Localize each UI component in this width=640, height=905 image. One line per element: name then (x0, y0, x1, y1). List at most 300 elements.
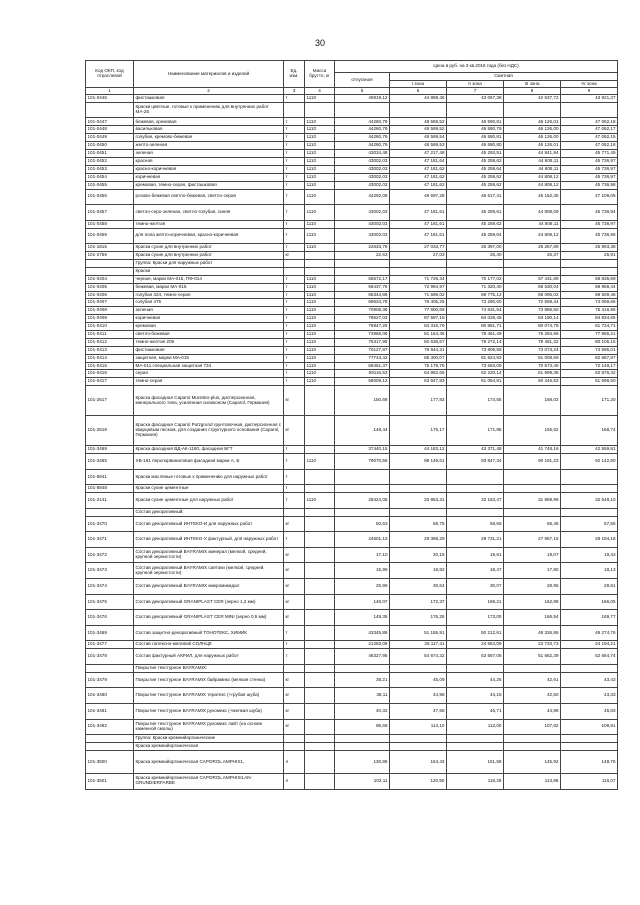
row-mass (305, 743, 335, 751)
row-mass: 1110 (305, 338, 335, 346)
row-price-zone-3: 83 190,14 (504, 315, 561, 323)
table-row (86, 189, 618, 205)
col-name-header: Наименование материалов и изделий (134, 61, 284, 88)
row-mass (305, 610, 335, 626)
row-name: кремовая, темно-серая, фисташковая (134, 181, 284, 189)
row-price-zone-2: 45 259,64 (447, 228, 504, 244)
row-price-zone-4 (561, 743, 618, 751)
row-name: Покрытие текстурное BAYRAMIX рухомикс (+мелкая шуба) (134, 703, 284, 719)
row-price-zone-2: 45 259,62 (447, 157, 504, 165)
row-name: Краска кремнийорганическая (134, 743, 284, 751)
row-unit (284, 259, 305, 267)
row-price-zone-4: 25,91 (561, 252, 618, 260)
row-price-release: 44260,79 (335, 126, 390, 134)
row-price-zone-1: 81 154,46 (390, 330, 447, 338)
row-mass: 1110 (305, 173, 335, 181)
row-price-release: 150,69 (335, 386, 390, 416)
row-name: Краски сухие для внутренних работ (134, 244, 284, 252)
row-name: Состав декоративный ИНТЕКО-И для наружных работ (134, 516, 284, 532)
table-row (86, 346, 618, 354)
row-mass (305, 625, 335, 641)
row-price-zone-3: 168,02 (504, 386, 561, 416)
column-index: 5 (335, 88, 390, 95)
row-price-zone-1: 77 600,68 (390, 307, 447, 315)
row-price-zone-1: 71 696,02 (390, 291, 447, 299)
row-mass (305, 267, 335, 275)
row-unit (284, 508, 305, 516)
row-mass (305, 416, 335, 446)
row-mass (305, 649, 335, 665)
row-price-zone-1: 44,98 (390, 688, 447, 704)
table-row (86, 750, 618, 773)
row-unit: т (284, 485, 305, 493)
row-name: коричневая (134, 173, 284, 181)
row-price-zone-1: 48 569,52 (390, 118, 447, 126)
row-price-zone-4: 45 736,97 (561, 157, 618, 165)
row-price-release: 43002,03 (335, 157, 390, 165)
row-price-zone-3: 145,92 (504, 750, 561, 773)
row-price-zone-2: 50 212,61 (447, 625, 504, 641)
row-unit (284, 102, 305, 118)
row-name: голубая 475 (134, 299, 284, 307)
row-price-zone-3: 31 869,96 (504, 493, 561, 509)
row-unit: т (284, 228, 305, 244)
row-code: 101-3472 (86, 547, 134, 563)
row-unit: т (284, 493, 305, 509)
row-price-zone-4 (561, 664, 618, 672)
row-unit: т (284, 338, 305, 346)
row-price-zone-2: 43 067,38 (447, 95, 504, 103)
row-price-zone-3: 17,80 (504, 563, 561, 579)
row-mass: 1110 (305, 330, 335, 338)
table-row (86, 516, 618, 532)
row-code: 101-3479 (86, 672, 134, 688)
row-mass (305, 508, 335, 516)
row-price-release: 59116,53 (335, 370, 390, 378)
row-code: 101-3465 (86, 454, 134, 470)
table-row (86, 508, 618, 516)
row-mass (305, 750, 335, 773)
row-price-zone-3: 46 126,01 (504, 142, 561, 150)
table-row (86, 485, 618, 493)
row-price-zone-1: 48 597,28 (390, 189, 447, 205)
row-price-zone-1: 76 944,31 (390, 346, 447, 354)
row-name: коричневая (134, 315, 284, 323)
row-price-zone-2: 118,28 (447, 773, 504, 789)
row-mass: 1110 (305, 362, 335, 370)
row-name: Краски сухие цементные для наружных работ (134, 493, 284, 509)
row-price-zone-2: 45 259,62 (447, 220, 504, 228)
row-code: 101-0455 (86, 181, 134, 189)
row-mass: 1110 (305, 346, 335, 354)
row-name: кремовая (134, 323, 284, 331)
row-unit: т (284, 173, 305, 181)
row-unit: т (284, 323, 305, 331)
row-price-zone-3 (504, 267, 561, 275)
row-unit: кг (284, 594, 305, 610)
row-price-zone-3 (504, 102, 561, 118)
table-row (86, 386, 618, 416)
row-price-zone-3 (504, 508, 561, 516)
row-price-zone-2: 93 847,34 (447, 454, 504, 470)
row-mass: 1110 (305, 283, 335, 291)
row-unit: т (284, 142, 305, 150)
row-price-zone-4: 43 921,37 (561, 95, 618, 103)
row-price-release: 44260,79 (335, 134, 390, 142)
row-price-release: 44260,79 (335, 142, 390, 150)
row-price-zone-1 (390, 259, 447, 267)
row-unit: л (284, 773, 305, 789)
row-unit: т (284, 362, 305, 370)
column-index-row (86, 88, 618, 95)
row-name: светло-серо-зеленая, светло-голубая, синяя (134, 205, 284, 221)
row-name: защитная, марки МА-015 (134, 354, 284, 362)
row-price-zone-3 (504, 735, 561, 743)
row-name: Краски сухие для внутренних работ (134, 252, 284, 260)
row-price-zone-1: 87 597,18 (390, 315, 447, 323)
table-row (86, 102, 618, 118)
row-price-release: 75317,95 (335, 338, 390, 346)
row-price-zone-2 (447, 259, 504, 267)
row-price-zone-4: 69 509,46 (561, 291, 618, 299)
row-price-zone-3: 28,95 (504, 579, 561, 595)
row-price-zone-4: 77 865,21 (561, 330, 618, 338)
table-row (86, 547, 618, 563)
row-mass: 1110 (305, 307, 335, 315)
row-name: Краски (134, 267, 284, 275)
row-name: Краски цветные, готовые к применению для внутренних работ МА-25 (134, 102, 284, 118)
table-row (86, 181, 618, 189)
row-price-release: 22,63 (335, 252, 390, 260)
row-code: 101-3469 (86, 625, 134, 641)
row-unit: т (284, 275, 305, 283)
row-price-zone-1 (390, 743, 447, 751)
row-price-zone-4: 69 958,44 (561, 283, 618, 291)
row-code: 101-3474 (86, 579, 134, 595)
row-price-zone-3: 44 808,11 (504, 220, 561, 228)
row-price-zone-3: 46 126,00 (504, 126, 561, 134)
row-price-release (335, 259, 390, 267)
table-row (86, 625, 618, 641)
row-price-zone-1: 63 647,83 (390, 378, 447, 386)
row-price-zone-2: 84 028,45 (447, 315, 504, 323)
row-price-release: 69634,78 (335, 299, 390, 307)
row-price-release: 146,07 (335, 594, 390, 610)
row-mass (305, 563, 335, 579)
row-price-zone-4: 75 416,95 (561, 307, 618, 315)
row-unit: т (284, 220, 305, 228)
row-price-zone-2: 81 824,93 (447, 354, 504, 362)
row-price-zone-2: 73 583,09 (447, 362, 504, 370)
row-price-zone-4: 49 274,76 (561, 625, 618, 641)
row-code: 101-0411 (86, 330, 134, 338)
row-price-zone-2: 46 590,81 (447, 134, 504, 142)
row-unit: т (284, 446, 305, 454)
row-price-zone-3: 44 808,12 (504, 228, 561, 244)
row-price-zone-1: 48 569,52 (390, 126, 447, 134)
row-price-release: 43002,03 (335, 205, 390, 221)
table-row (86, 370, 618, 378)
row-price-zone-4: 32 548,10 (561, 493, 618, 509)
row-code: 101-0459 (86, 228, 134, 244)
row-name: Состав декоративный BAYRAMIX саятоки (мелкой, средней, крупной зернистости) (134, 563, 284, 579)
row-price-zone-2: 73 809,58 (447, 346, 504, 354)
row-price-zone-1 (390, 664, 447, 672)
row-unit: л (284, 750, 305, 773)
row-mass: 1110 (305, 454, 335, 470)
table-row (86, 735, 618, 743)
row-unit: кг (284, 516, 305, 532)
row-price-zone-2: 45 259,64 (447, 165, 504, 173)
row-name: Состав декоративный: (134, 508, 284, 516)
row-price-zone-3: 68 530,04 (504, 283, 561, 291)
row-price-zone-3 (504, 469, 561, 485)
row-unit: кг (284, 579, 305, 595)
row-code: 101-0407 (86, 299, 134, 307)
row-price-zone-3: 162,89 (504, 594, 561, 610)
row-price-zone-4: 68 835,69 (561, 275, 618, 283)
row-price-zone-1: 27 033,77 (390, 244, 447, 252)
row-price-release: 38,21 (335, 672, 390, 688)
row-price-zone-4: 81 734,71 (561, 323, 618, 331)
row-name: Краска фасадная Caparol Muresko-plus, дисперсионная, минерального типа, усиленная силиконом (Caparol, Германия) (134, 386, 284, 416)
row-price-zone-4: 47 109,05 (561, 189, 618, 205)
row-price-zone-3: 76 294,96 (504, 330, 561, 338)
row-price-release: 77743,42 (335, 354, 390, 362)
row-code (86, 102, 134, 118)
row-price-zone-4: 74 069,66 (561, 299, 618, 307)
row-price-release: 79627,03 (335, 315, 390, 323)
row-price-zone-2: 33 153,47 (447, 493, 504, 509)
row-code (86, 259, 134, 267)
row-code: 101-0410 (86, 323, 134, 331)
row-price-zone-1: 114,10 (390, 719, 447, 735)
row-price-zone-1: 27,03 (390, 252, 447, 260)
row-name: красная (134, 157, 284, 165)
row-price-release: 65344,86 (335, 291, 390, 299)
row-price-zone-1: 85 300,07 (390, 354, 447, 362)
row-name: Состав декоративный GRANIPLAST CER MINI (зерно 0,5 мм) (134, 610, 284, 626)
row-price-zone-1 (390, 485, 447, 493)
row-mass: 1110 (305, 291, 335, 299)
row-price-zone-4: 43,33 (561, 688, 618, 704)
row-price-zone-3: 48 336,95 (504, 625, 561, 641)
row-price-zone-4 (561, 267, 618, 275)
row-mass (305, 485, 335, 493)
row-price-zone-3: 72 559,44 (504, 299, 561, 307)
row-code (86, 664, 134, 672)
row-price-release: 43002,03 (335, 165, 390, 173)
table-row (86, 641, 618, 649)
row-price-zone-4: 42 559,81 (561, 446, 618, 454)
row-code: 101-0413 (86, 346, 134, 354)
row-price-zone-2: 18,47 (447, 563, 504, 579)
row-price-release: 102,11 (335, 773, 390, 789)
row-name: Группа: Краски для наружных работ (134, 259, 284, 267)
row-price-zone-2: 46 590,81 (447, 118, 504, 126)
row-price-zone-2: 73 290,60 (447, 299, 504, 307)
table-row (86, 142, 618, 150)
row-price-zone-1: 71 726,34 (390, 275, 447, 283)
row-price-release: 44292,09 (335, 189, 390, 205)
row-mass: 1110 (305, 165, 335, 173)
row-price-release: 149,35 (335, 610, 390, 626)
row-price-zone-2: 80 881,71 (447, 323, 504, 331)
row-price-zone-4: 62 876,32 (561, 370, 618, 378)
row-price-zone-1: 20,18 (390, 547, 447, 563)
row-code: 101-3480 (86, 688, 134, 704)
table-row (86, 454, 618, 470)
row-price-release (335, 485, 390, 493)
row-price-zone-1: 84 316,79 (390, 323, 447, 331)
row-price-zone-3: 60 445,52 (504, 378, 561, 386)
row-unit: т (284, 641, 305, 649)
row-name: Покрытие текстурное BAYRAMIX рухомикс лайт (на основе каменной смолы) (134, 719, 284, 735)
row-mass (305, 719, 335, 735)
row-price-zone-3: 25,37 (504, 252, 561, 260)
row-code: 101-0453 (86, 165, 134, 173)
row-price-zone-4 (561, 469, 618, 485)
row-code: 101-0451 (86, 150, 134, 158)
table-row (86, 594, 618, 610)
row-unit: кг (284, 703, 305, 719)
row-price-zone-3: 61 599,38 (504, 370, 561, 378)
table-row (86, 299, 618, 307)
table-row (86, 205, 618, 221)
row-price-zone-3: 90 191,23 (504, 454, 561, 470)
row-code: 101-3478 (86, 649, 134, 665)
table-row (86, 416, 618, 446)
row-mass: 1110 (305, 299, 335, 307)
row-name: Состав декоративный BAYRAMIX минерал (мелкой, средней, крупной зернистости) (134, 547, 284, 563)
row-price-zone-3: 80 074,78 (504, 323, 561, 331)
row-price-zone-3: 44 841,94 (504, 150, 561, 158)
table-body (86, 95, 618, 790)
row-price-zone-4: 72 149,17 (561, 362, 618, 370)
row-price-zone-4: 45 736,97 (561, 165, 618, 173)
row-price-zone-2: 61 054,81 (447, 378, 504, 386)
row-price-zone-3: 41 748,16 (504, 446, 561, 454)
row-name: желто-зеленая (134, 142, 284, 150)
table-row (86, 338, 618, 346)
row-price-zone-3: 23 733,73 (504, 641, 561, 649)
row-price-zone-2 (447, 485, 504, 493)
row-price-release: 44260,79 (335, 118, 390, 126)
row-price-zone-3: 46 126,00 (504, 134, 561, 142)
table-row (86, 259, 618, 267)
table-row (86, 378, 618, 386)
table-row (86, 165, 618, 173)
row-name: васильковая (134, 126, 284, 134)
row-price-zone-2: 43 371,48 (447, 446, 504, 454)
row-unit: т (284, 181, 305, 189)
row-price-zone-1: 29 368,29 (390, 532, 447, 548)
row-price-zone-1: 18,82 (390, 563, 447, 579)
row-price-release (335, 664, 390, 672)
row-price-zone-1 (390, 508, 447, 516)
row-price-zone-4: 45 736,95 (561, 228, 618, 244)
row-price-zone-4: 52 664,74 (561, 649, 618, 665)
table-row (86, 563, 618, 579)
row-code: 101-0454 (86, 173, 134, 181)
row-price-zone-1: 172,37 (390, 594, 447, 610)
row-name: светло-бежевая (134, 330, 284, 338)
row-price-zone-2: 151,59 (447, 750, 504, 773)
row-price-zone-4: 80 105,15 (561, 338, 618, 346)
row-name: зеленая (134, 307, 284, 315)
row-name: Краска фасадная ВД-АК-1180, фасадная БГТ (134, 446, 284, 454)
row-name: Состав латексно-меловой СОЛНЦЕ (134, 641, 284, 649)
row-price-release: 76847,25 (335, 323, 390, 331)
table-row (86, 579, 618, 595)
row-unit: т (284, 307, 305, 315)
row-price-release: 68451,37 (335, 362, 390, 370)
table-row (86, 493, 618, 509)
row-price-zone-3: 70 673,49 (504, 362, 561, 370)
row-code: 101-0450 (86, 142, 134, 150)
column-index: 9 (561, 88, 618, 95)
row-price-zone-2: 173,00 (447, 610, 504, 626)
row-name: красно-коричневая (134, 165, 284, 173)
row-price-zone-1: 47 181,62 (390, 173, 447, 181)
row-mass: 1110 (305, 134, 335, 142)
row-code (86, 267, 134, 275)
row-price-zone-3: 44 808,12 (504, 173, 561, 181)
table-row (86, 469, 618, 485)
row-price-zone-1: 59,75 (390, 516, 447, 532)
row-price-release: 96,68 (335, 719, 390, 735)
row-price-zone-2: 69 775,12 (447, 291, 504, 299)
row-unit: т (284, 126, 305, 134)
row-price-zone-1 (390, 735, 447, 743)
row-code: 101-3482 (86, 719, 134, 735)
zone-header: III зона (504, 81, 561, 88)
row-price-zone-2: 44,15 (447, 688, 504, 704)
row-name: фисташковая (134, 95, 284, 103)
row-price-zone-2: 45 259,62 (447, 181, 504, 189)
table-row (86, 267, 618, 275)
row-price-zone-2: 74 631,54 (447, 307, 504, 315)
row-mass: 1110 (305, 323, 335, 331)
row-price-zone-1: 33 953,31 (390, 493, 447, 509)
row-price-release: 37440,15 (335, 446, 390, 454)
table-row (86, 275, 618, 283)
row-price-release: 58009,12 (335, 378, 390, 386)
row-mass: 1110 (305, 142, 335, 150)
row-unit: т (284, 354, 305, 362)
row-price-zone-4: 82 687,87 (561, 354, 618, 362)
row-mass (305, 688, 335, 704)
row-price-release: 43345,89 (335, 625, 390, 641)
row-price-zone-2: 28 731,21 (447, 532, 504, 548)
row-price-zone-1: 47 181,61 (390, 205, 447, 221)
row-price-zone-2 (447, 102, 504, 118)
row-code: 101-0448 (86, 126, 134, 134)
row-price-zone-2 (447, 508, 504, 516)
price-table (85, 60, 618, 790)
row-unit (284, 267, 305, 275)
row-price-zone-3 (504, 485, 561, 493)
table-row (86, 330, 618, 338)
row-unit: кг (284, 547, 305, 563)
row-price-zone-3: 73 886,50 (504, 307, 561, 315)
row-mass (305, 579, 335, 595)
row-price-zone-3: 78 481,32 (504, 338, 561, 346)
row-price-zone-4 (561, 259, 618, 267)
row-price-zone-4: 169,77 (561, 610, 618, 626)
table-row (86, 228, 618, 244)
row-unit: т (284, 532, 305, 548)
